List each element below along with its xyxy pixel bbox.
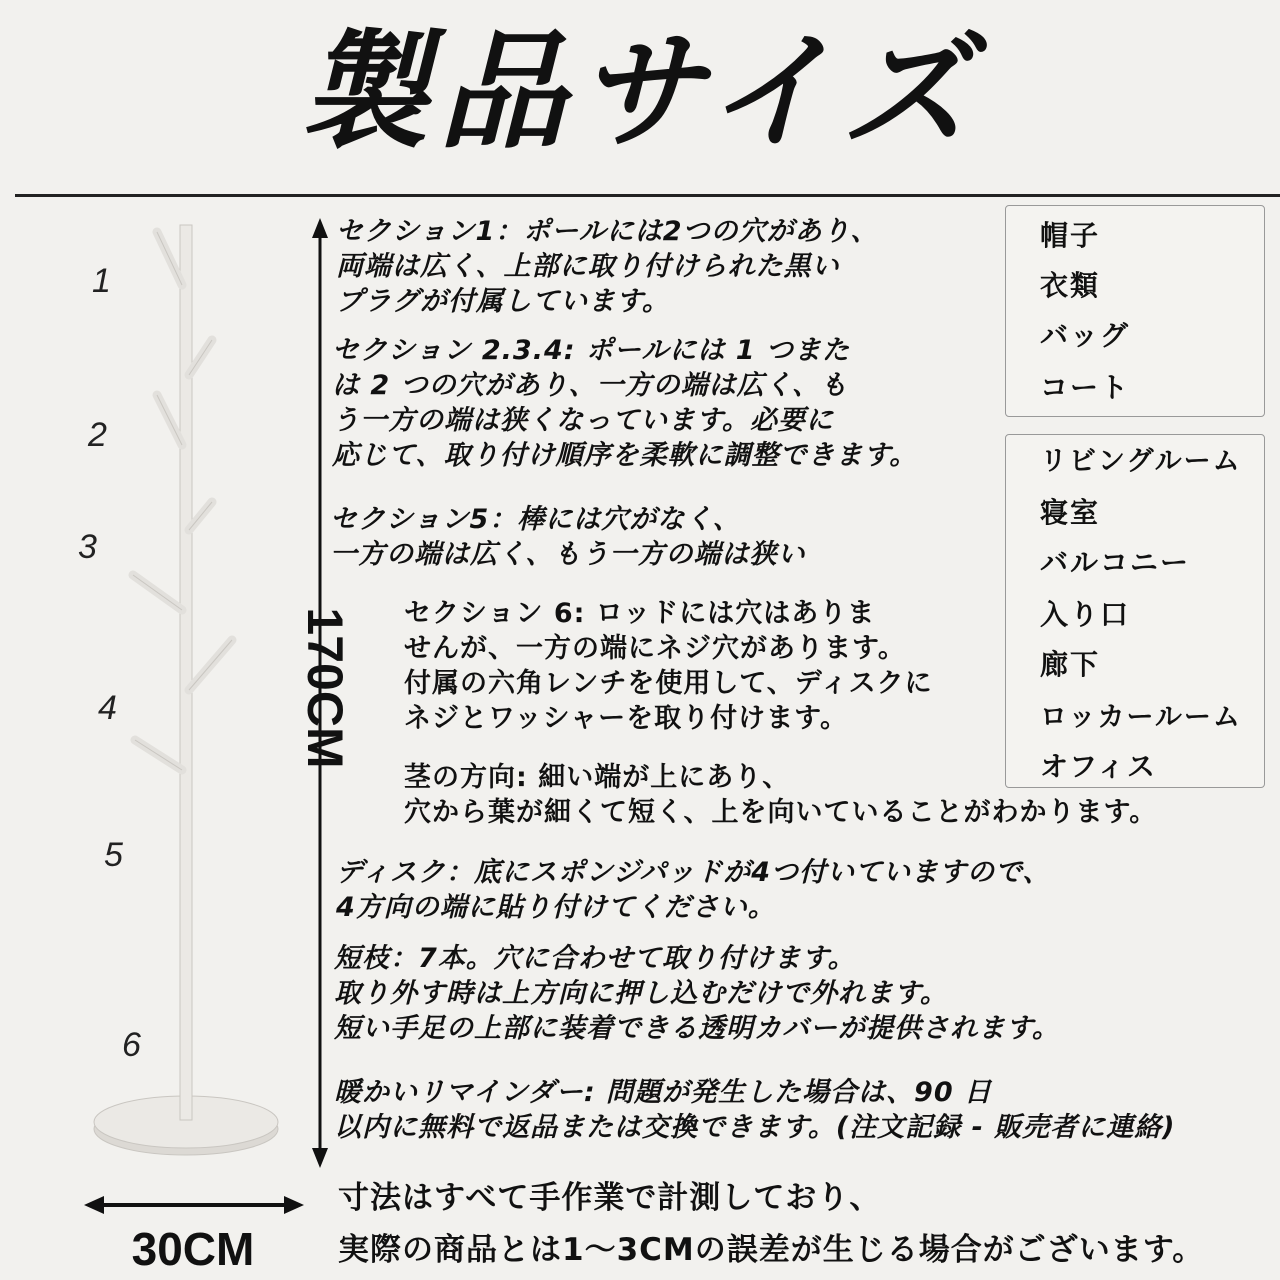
section-label-4: 4 (98, 689, 117, 727)
width-label: 30CM (131, 1223, 255, 1275)
section-1-description: セクション1：ポールには2つの穴があり、 両端は広く、上部に取り付けられた黒い プラグが付属しています。 (336, 216, 879, 317)
rooms-box (1005, 434, 1265, 788)
measurement-note: 寸法はすべて手作業で計測しており、 実際の商品とは1～3CMの誤差が生じる場合がございます。 (338, 1180, 1205, 1268)
room-item-locker-room: ロッカールーム (1040, 702, 1242, 733)
height-label: 170CM (297, 607, 353, 769)
room-item-office: オフィス (1040, 750, 1157, 783)
disc-description: ディスク：底にスポンジパッドが4つ付いていますので、 4方向の端に貼り付けてください。 (336, 857, 1051, 923)
section-2-4-description: セクション 2.3.4: ポールには 1 つまた は 2 つの穴があり、一方の端は広く、も う一方の端は狭くなっています。必要に 応じて、取り付け順序を柔軟に調整できます。 (332, 335, 918, 471)
box-item-bag: バッグ (1040, 319, 1131, 352)
width-dimension-arrow (84, 1190, 304, 1220)
room-item-living-room: リビングルーム (1040, 446, 1242, 477)
short-branch-description: 短枝：7本。穴に合わせて取り付けます。 取り外す時は上方向に押し込むだけで外れます。 短い手足の上部に装着できる透明カバーが提供されます。 (334, 943, 1060, 1044)
section-label-5: 5 (104, 836, 123, 874)
section-label-2: 2 (88, 416, 107, 454)
room-item-entrance: 入り口 (1040, 598, 1131, 631)
section-label-1: 1 (92, 262, 111, 300)
section-label-6: 6 (122, 1026, 141, 1064)
box-item-coat: コート (1040, 371, 1131, 404)
room-item-bedroom: 寝室 (1040, 496, 1101, 529)
section-label-3: 3 (78, 528, 97, 566)
divider (15, 194, 1280, 197)
items-box (1005, 205, 1265, 417)
box-item-hat: 帽子 (1040, 219, 1101, 252)
section-6-description: セクション 6: ロッドには穴はありま せんが、一方の端にネジ穴があります。 付属の六角レンチを使用して、ディスクに ネジとワッシャーを取り付けます。 (404, 598, 933, 734)
section-5-description: セクション5：棒には穴がなく、 一方の端は広く、もう一方の端は狭い (330, 504, 806, 570)
room-item-hallway: 廊下 (1040, 648, 1101, 681)
reminder-description: 暖かいリマインダー: 問題が発生した場合は、90 日 以内に無料で返品または交換できます。(注文記録 - 販売者に連絡) (334, 1077, 1176, 1143)
page-title: 製品サイズ (300, 18, 980, 167)
coat-rack-illustration (0, 200, 300, 1160)
room-item-balcony: バルコニー (1040, 546, 1191, 579)
box-item-clothes: 衣類 (1040, 269, 1101, 302)
stem-direction-description: 茎の方向: 細い端が上にあり、 穴から葉が細くて短く、上を向いていることがわかります。 (404, 762, 1158, 828)
